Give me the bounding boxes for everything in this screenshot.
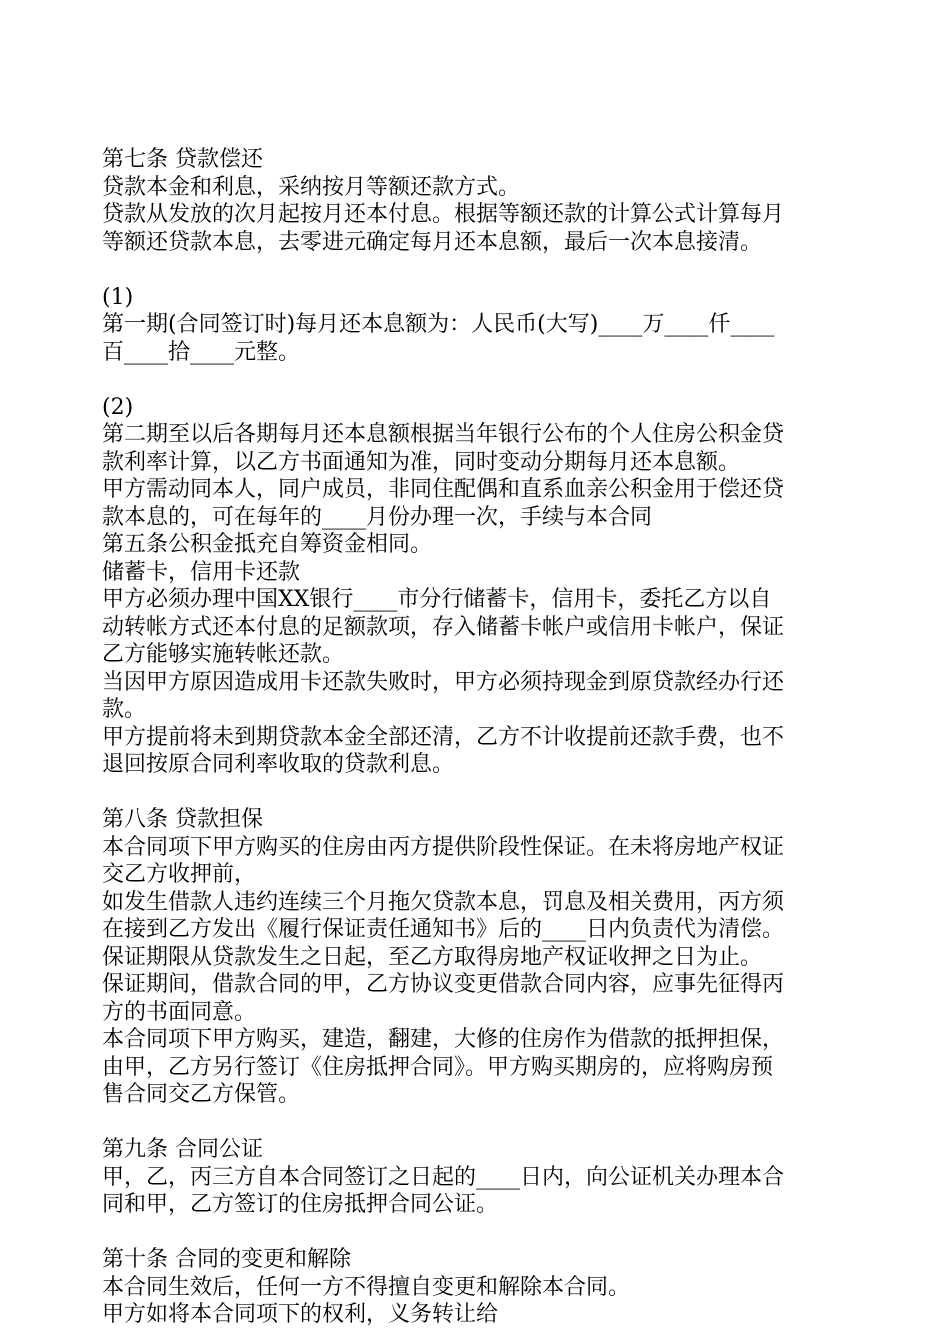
blank-line <box>102 779 854 807</box>
text-line: 退回按原合同利率收取的贷款利息。 <box>102 752 455 777</box>
text-line: 款。 <box>102 697 147 722</box>
text-line: 动转帐方式还本付息的足额款项，存入储蓄卡帐户或信用卡帐户，保证 <box>102 614 785 640</box>
article-8-heading: 第八条 贷款担保 <box>102 807 263 832</box>
text-line: 保证期间，借款合同的甲，乙方协议变更借款合同内容，应事先征得丙 <box>102 972 785 997</box>
text-line: 甲方需动同本人，同户成员，非同住配偶和直系血亲公积金用于偿还贷 <box>102 477 785 502</box>
text-line: 甲，乙，丙三方自本合同签订之日起的____日内，向公证机关办理本合 <box>102 1164 785 1190</box>
text-line: 甲方提前将未到期贷款本金全部还清，乙方不计收提前还款手费，也不 <box>102 724 785 750</box>
blank-line <box>102 256 854 284</box>
text-line: 当因甲方原因造成用卡还款失败时，甲方必须持现金到原贷款经办行还 <box>102 669 785 695</box>
text-line: 百____拾____元整。 <box>102 339 301 365</box>
article-9-heading: 第九条 合同公证 <box>102 1137 263 1162</box>
text-line: 售合同交乙方保管。 <box>102 1082 301 1107</box>
text-line: 等额还贷款本息，去零进元确定每月还本息额，最后一次本息接清。 <box>102 229 763 255</box>
text-line: 第二期至以后各期每月还本息额根据当年银行公布的个人住房公积金贷 <box>102 422 785 447</box>
text-line: 本合同生效后，任何一方不得擅自变更和解除本合同。 <box>102 1274 631 1300</box>
text-line: 方的书面同意。 <box>102 999 257 1025</box>
document-page <box>102 146 854 1329</box>
text-line: 甲方必须办理中国XX银行____市分行储蓄卡，信用卡，委托乙方以自 <box>102 587 772 612</box>
text-line: 第五条公积金抵充自筹资金相同。 <box>102 532 433 557</box>
text-line: 第一期(合同签订时)每月还本息额为：人民币(大写)____万____仟____ <box>102 312 775 337</box>
blank-line <box>102 1109 854 1137</box>
text-line: 甲方如将本合同项下的权利，义务转让给 <box>102 1302 499 1327</box>
item-number: (1) <box>102 284 134 310</box>
text-line: 交乙方收押前， <box>102 862 257 887</box>
text-line: 在接到乙方发出《履行保证责任通知书》后的____日内负责代为清偿。 <box>102 917 785 942</box>
text-line: 款利率计算，以乙方书面通知为准，同时变动分期每月还本息额。 <box>102 449 741 475</box>
text-line: 保证期限从贷款发生之日起，至乙方取得房地产权证收押之日为止。 <box>102 944 763 970</box>
text-line: 储蓄卡，信用卡还款 <box>102 559 301 585</box>
text-line: 由甲，乙方另行签订《住房抵押合同》。甲方购买期房的，应将购房预 <box>102 1054 774 1080</box>
text-line: 贷款从发放的次月起按月还本付息。根据等额还款的计算公式计算每月 <box>102 202 785 227</box>
text-line: 款本息的，可在每年的____月份办理一次，手续与本合同 <box>102 504 653 530</box>
text-line: 贷款本金和利息，采纳按月等额还款方式。 <box>102 174 521 200</box>
article-10-heading: 第十条 合同的变更和解除 <box>102 1247 351 1272</box>
text-line: 本合同项下甲方购买的住房由丙方提供阶段性保证。在未将房地产权证 <box>102 834 785 860</box>
text-line: 乙方能够实施转帐还款。 <box>102 642 345 667</box>
blank-line <box>102 1219 854 1247</box>
blank-line <box>102 366 854 394</box>
item-number: (2) <box>102 394 134 420</box>
text-line: 本合同项下甲方购买，建造，翻建，大修的住房作为借款的抵押担保， <box>102 1027 785 1052</box>
text-line: 同和甲，乙方签订的住房抵押合同公证。 <box>102 1192 499 1217</box>
article-7-heading: 第七条 贷款偿还 <box>102 147 263 172</box>
text-line: 如发生借款人违约连续三个月拖欠贷款本息，罚息及相关费用，丙方须 <box>102 889 785 915</box>
